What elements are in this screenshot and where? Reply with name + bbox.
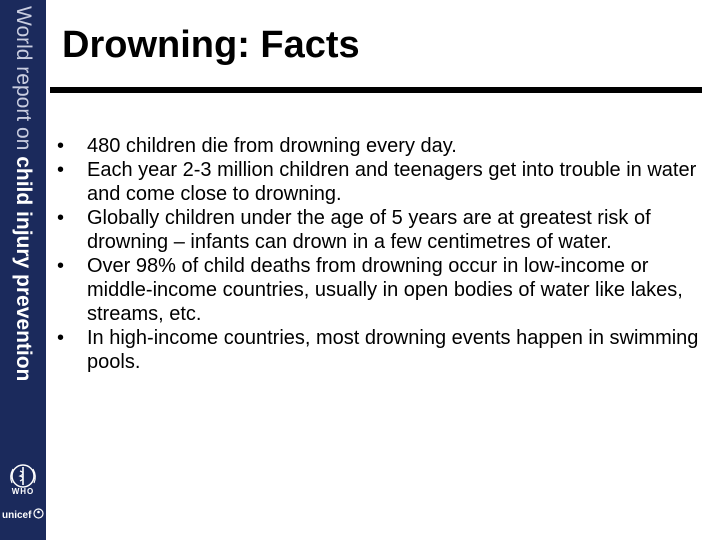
bullet-item (57, 254, 707, 326)
publication-title-part1: World report on (12, 6, 35, 157)
unicef-emblem-icon (33, 508, 44, 519)
publication-title-part2: child injury prevention (12, 156, 35, 382)
bullet-item (57, 134, 707, 158)
bullet-text: Each year 2-3 million children and teenagers get into trouble in water and come close to drowning. (87, 159, 697, 205)
bullet-mark: • (57, 207, 65, 229)
bullet-item (57, 158, 707, 206)
bullet-list (57, 134, 707, 374)
bullet-text: In high-income countries, most drowning events happen in swimming pools. (87, 327, 699, 373)
bullet-mark: • (57, 159, 65, 181)
unicef-label: unicef (2, 510, 32, 521)
bullet-item (57, 206, 707, 254)
publication-title (8, 6, 38, 386)
sidebar-banner (0, 0, 46, 540)
bullet-item (57, 326, 707, 374)
who-label: WHO (11, 487, 35, 496)
bullet-text: Globally children under the age of 5 years are at greatest risk of drowning – infants can drown in a few centimetres of water. (87, 207, 651, 253)
slide-title: Drowning: Facts (62, 24, 360, 66)
bullet-mark: • (57, 135, 65, 157)
bullet-mark: • (57, 327, 65, 349)
title-divider (50, 87, 702, 93)
bullet-text: 480 children die from drowning every day. (87, 135, 457, 157)
bullet-mark: • (57, 255, 65, 277)
bullet-text: Over 98% of child deaths from drowning occur in low-income or middle-income countries, usually in open bodies of water like lakes, streams, etc. (87, 255, 683, 325)
who-emblem-icon (5, 462, 41, 504)
